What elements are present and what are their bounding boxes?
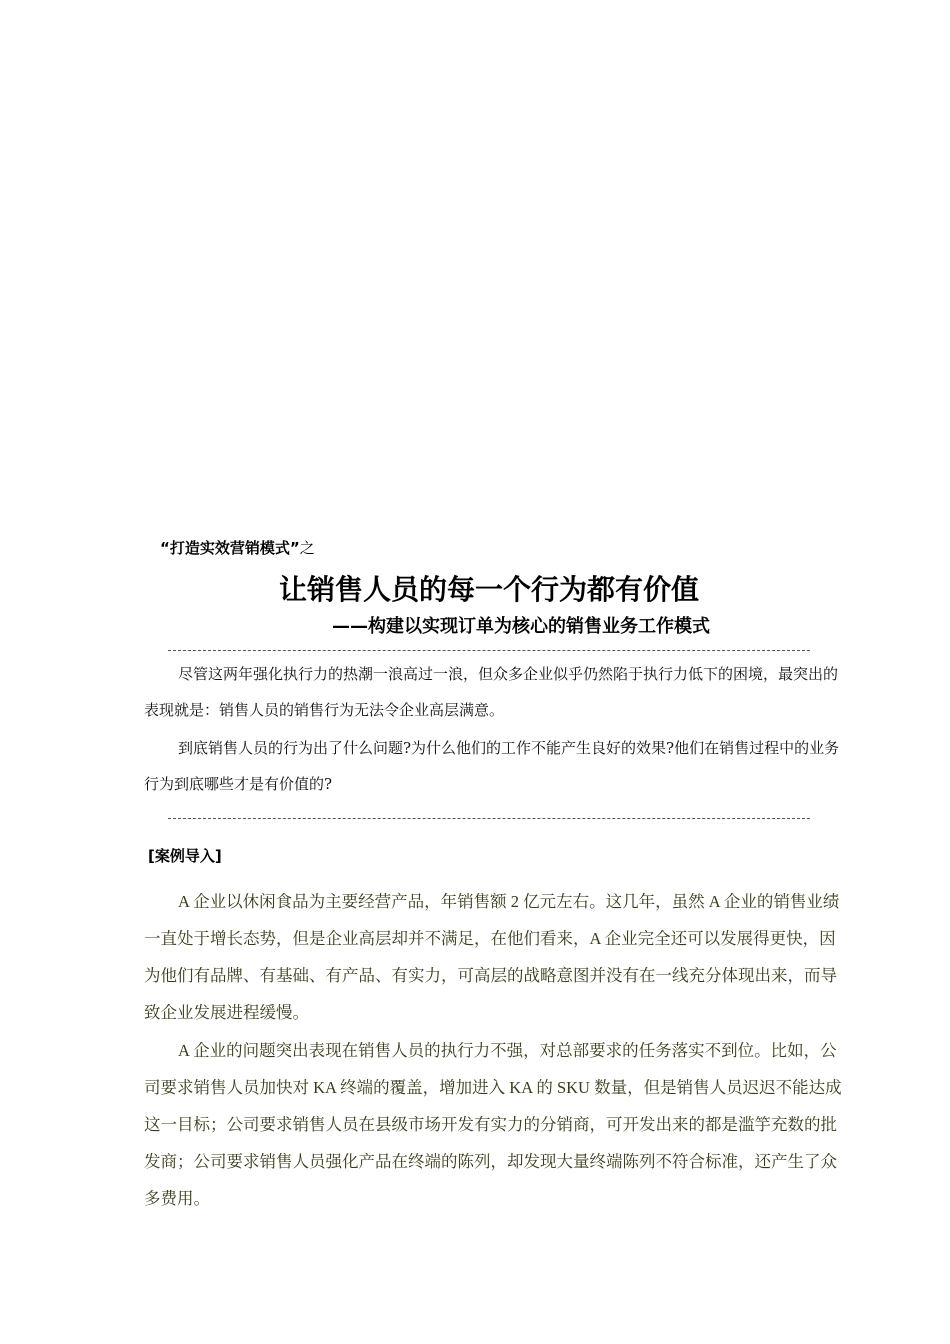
series-name: “打造实效营销模式” (160, 539, 300, 557)
abstract-paragraph-1: 尽管这两年强化执行力的热潮一浪高过一浪，但众多企业似乎仍然陷于执行力低下的困境，最突出的表现就是：销售人员的销售行为无法令企业高层满意。 (144, 665, 839, 719)
page-subtitle: ——构建以实现订单为核心的销售业务工作模式 (332, 616, 710, 637)
abstract-paragraph-2: 到底销售人员的行为出了什么问题?为什么他们的工作不能产生良好的效果?他们在销售过程中的业务行为到底哪些才是有价值的? (144, 739, 840, 793)
case-paragraph-1: A 企业以休闲食品为主要经营产品，年销售额 2 亿元左右。这几年，虽然 A 企业的销售业绩一直处于增长态势，但是企业高层却并不满足，在他们看来，A 企业完全还可以发展得更快，因为他们有品牌、有基础、有产品、有实力，可高层的战略意图并没有在一线充分体现出来，而导致企业发展进程缓慢。 (144, 892, 840, 1022)
bottom-divider (168, 818, 810, 819)
top-divider (168, 650, 810, 651)
page-title: 让销售人员的每一个行为都有价值 (278, 573, 699, 606)
series-line (160, 537, 315, 558)
series-suffix: 之 (299, 539, 315, 557)
section-heading: [案例导入] (148, 847, 222, 865)
case-paragraph-2: A 企业的问题突出表现在销售人员的执行力不强，对总部要求的任务落实不到位。比如，公司要求销售人员加快对 KA 终端的覆盖，增加进入 KA 的 SKU 数量，但是销售人员迟迟不能达成这一目标；公司要求销售人员在县级市场开发有实力的分销商，可开发出来的都是滥竽充数的批发商；公司要求销售人员强化产品在终端的陈列，却发现大量终端陈列不符合标准，还产生了众多费用。 (144, 1041, 842, 1208)
